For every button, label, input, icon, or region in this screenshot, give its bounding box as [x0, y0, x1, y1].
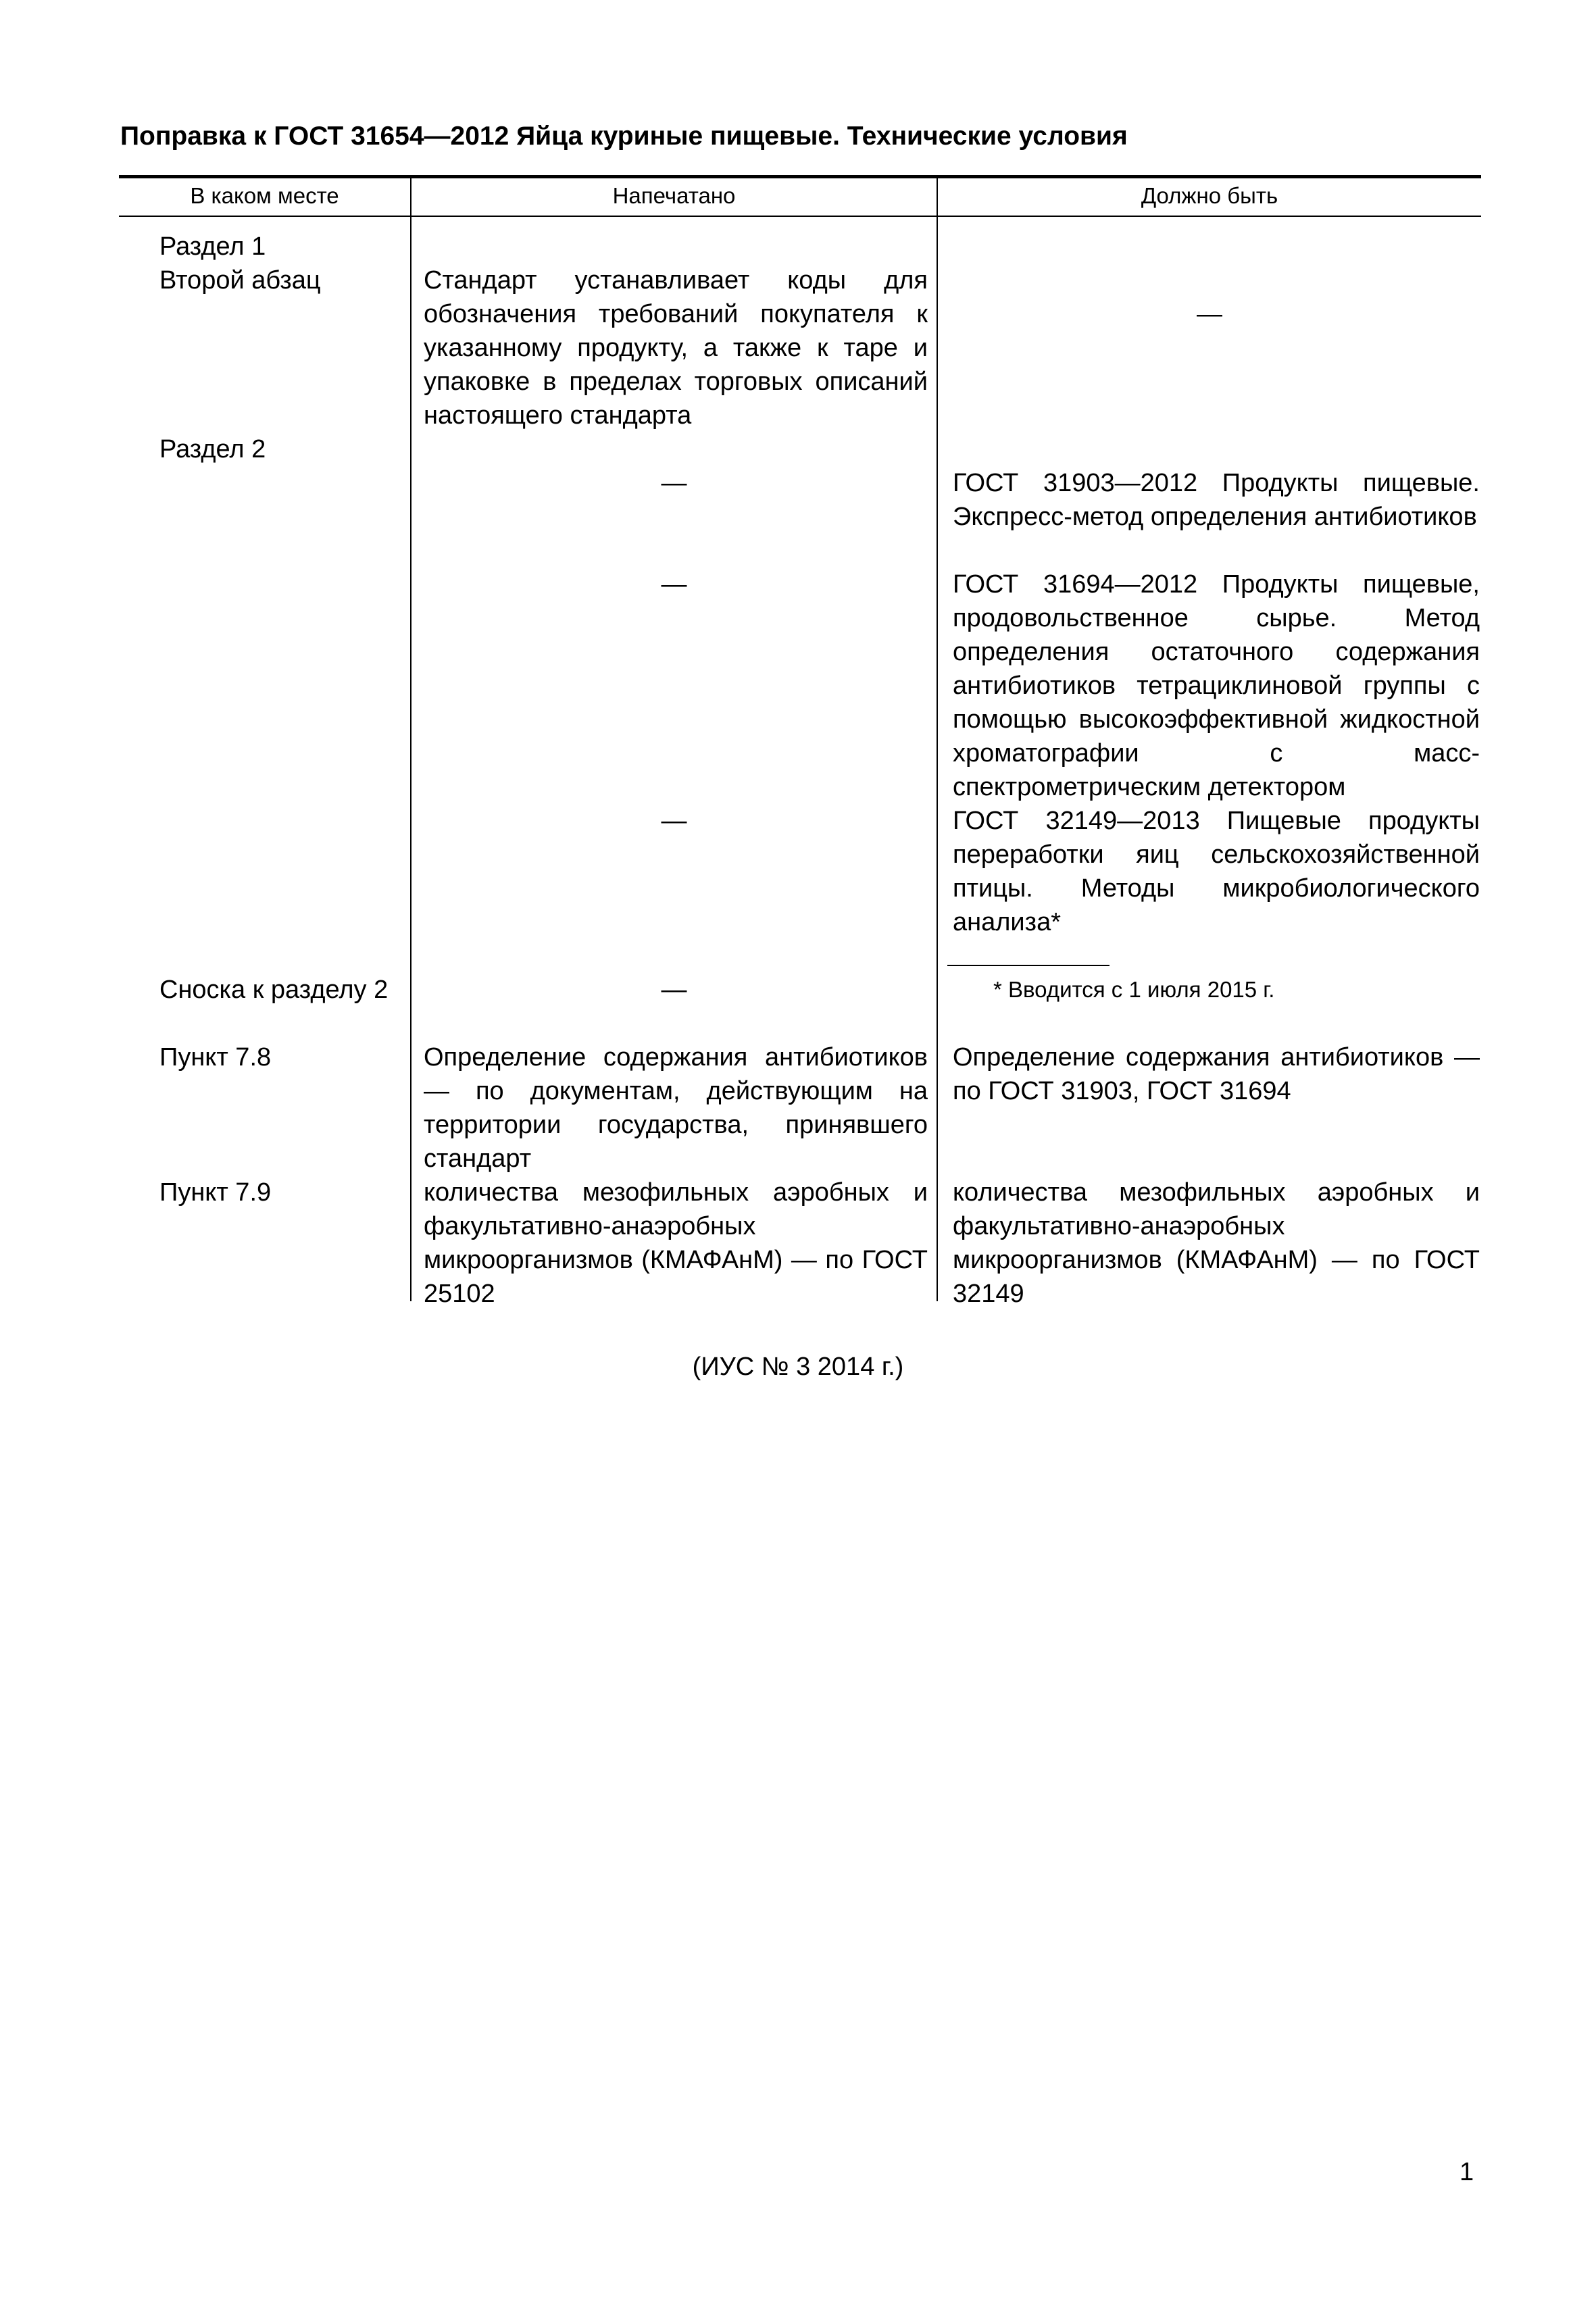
should-be-dash-1: —: [1197, 300, 1222, 328]
printed-dash-2: —: [661, 570, 687, 599]
printed-dash-3: —: [661, 807, 687, 835]
should-be-gost-31694: ГОСТ 31694—2012 Продукты пищевые, продовольственное сырье. Метод определения остаточного содержания антибиотиков тетрациклиновой группы с помощью высокоэффективной жидкостной хроматографии с масс-спектрометрическим детектором: [953, 570, 1480, 801]
place-item-7-9: Пункт 7.9: [159, 1178, 272, 1207]
printed-dash-4: —: [661, 976, 687, 1004]
place-item-7-8: Пункт 7.8: [159, 1043, 272, 1072]
printed-item-7-9: количества мезофильных аэробных и факультативно-анаэробных микроорганизмов (КМАФАнМ) — по ГОСТ 25102: [424, 1178, 928, 1308]
footnote-rule: [947, 965, 1109, 966]
document-title: Поправка к ГОСТ 31654—2012 Яйца куриные пищевые. Технические условия: [120, 122, 1128, 151]
column-divider-1: [410, 178, 412, 1301]
printed-section-1: Стандарт устанавливает коды для обозначения требований покупателя к указанному продукту, а также к таре и упаковке в пределах торговых описаний настоящего стандарта: [424, 266, 928, 430]
should-be-gost-31903: ГОСТ 31903—2012 Продукты пищевые. Экспресс-метод определения антибиотиков: [953, 469, 1480, 531]
place-section-2: Раздел 2: [159, 435, 266, 463]
printed-dash-1: —: [661, 469, 687, 497]
page-number: 1: [1460, 2158, 1474, 2186]
column-divider-2: [937, 178, 938, 1301]
place-footnote-section-2: Сноска к разделу 2: [159, 976, 389, 1004]
should-be-gost-32149: ГОСТ 32149—2013 Пищевые продукты переработки яиц сельскохозяйственной птицы. Методы микробиологического анализа*: [953, 807, 1480, 936]
ius-reference: (ИУС № 3 2014 г.): [692, 1353, 904, 1381]
printed-item-7-8: Определение содержания антибиотиков — по документам, действующим на территории государства, принявшего стандарт: [424, 1043, 928, 1173]
should-be-item-7-8: Определение содержания антибиотиков — по ГОСТ 31903, ГОСТ 31694: [953, 1043, 1480, 1105]
table-header-rule: [119, 216, 1481, 217]
header-should-be: Должно быть: [1141, 183, 1278, 208]
should-be-item-7-9: количества мезофильных аэробных и факультативно-анаэробных микроорганизмов (КМАФАнМ) — по ГОСТ 32149: [953, 1178, 1480, 1308]
header-printed: Напечатано: [612, 183, 736, 208]
place-section-1: Раздел 1: [159, 232, 266, 261]
place-second-paragraph: Второй абзац: [159, 266, 321, 295]
header-place: В каком месте: [190, 183, 339, 208]
footnote-text: * Вводится с 1 июля 2015 г.: [993, 977, 1275, 1002]
